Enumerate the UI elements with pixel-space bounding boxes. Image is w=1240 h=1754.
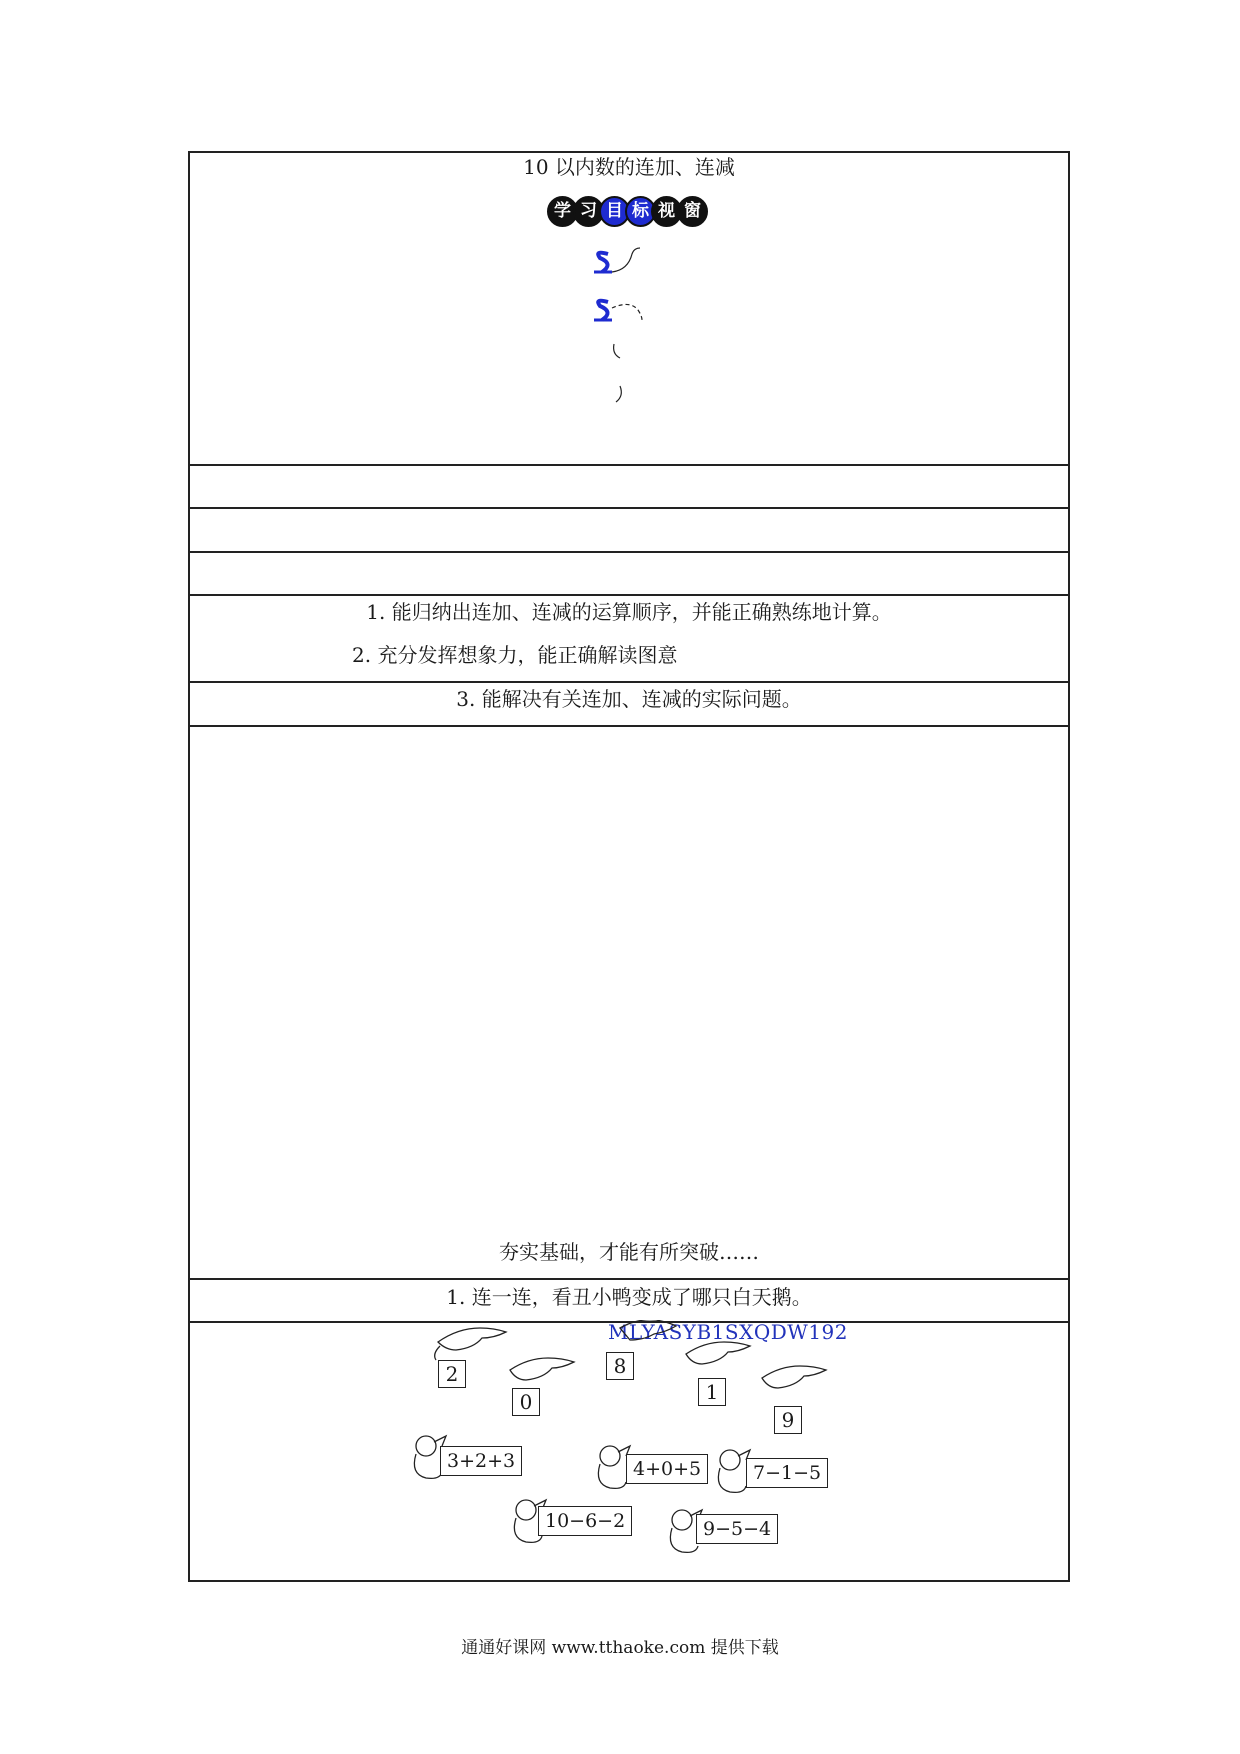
banner-char: 学: [547, 196, 578, 227]
table-divider: [188, 594, 1070, 596]
banner-char: 视: [651, 196, 682, 227]
swan-number-box: 0: [512, 1388, 540, 1416]
table-divider: [188, 681, 1070, 683]
exercise-question-1: 1. 连一连，看丑小鸭变成了哪只白天鹅。: [446, 1285, 812, 1309]
table-divider: [188, 464, 1070, 466]
banner-char: 目: [599, 196, 630, 227]
duck-expression-box: 4+0+5: [626, 1454, 708, 1484]
swan-number-box: 9: [774, 1406, 802, 1434]
goal-item-2: 2. 充分发挥想象力，能正确解读图意: [352, 643, 678, 667]
swan-number-box: 8: [606, 1352, 634, 1380]
foundation-text: 夯实基础，才能有所突破……: [499, 1240, 759, 1264]
goal-item-1: 1. 能归纳出连加、连减的运算顺序，并能正确熟练地计算。: [366, 600, 892, 624]
swan-number-box: 2: [438, 1360, 466, 1388]
table-divider: [188, 551, 1070, 553]
duck-expression-box: 3+2+3: [440, 1446, 522, 1476]
page-title: 10 以内数的连加、连减: [523, 155, 735, 179]
mind-map-graphic: [590, 236, 670, 416]
table-divider: [188, 725, 1070, 727]
goal-item-3: 3. 能解决有关连加、连减的实际问题。: [456, 687, 802, 711]
duck-expression-box: 10−6−2: [538, 1506, 632, 1536]
banner-char: 标: [625, 196, 656, 227]
resource-code: MLYASYB1SXQDW192: [608, 1320, 849, 1344]
banner-char: 习: [573, 196, 604, 227]
swan-number-box: 1: [698, 1378, 726, 1406]
duck-expression-box: 9−5−4: [696, 1514, 778, 1544]
matching-illustration: [400, 1320, 860, 1570]
learning-goals-banner: [547, 196, 703, 226]
banner-char: 窗: [677, 196, 708, 227]
table-divider: [188, 507, 1070, 509]
footer-credit: 通通好课网 www.tthaoke.com 提供下载: [461, 1638, 779, 1658]
table-divider: [188, 1278, 1070, 1280]
duck-expression-box: 7−1−5: [746, 1458, 828, 1488]
